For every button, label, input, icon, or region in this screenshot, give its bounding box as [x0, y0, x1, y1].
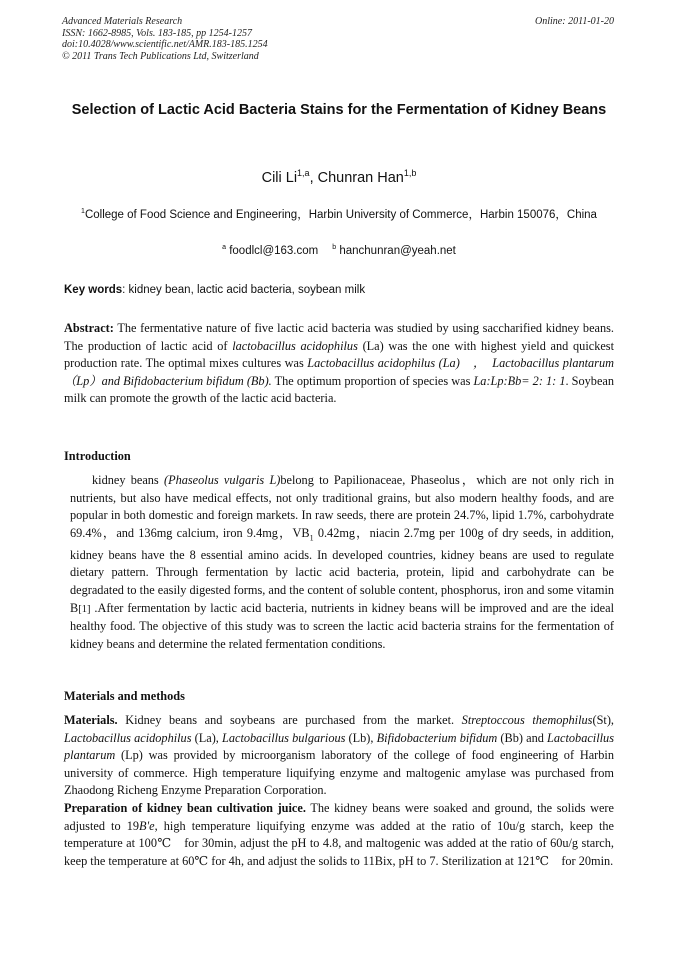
intro-text: 0.42mg，niacin 2.7mg per 100g of dry seeds, in addition, kidney beans have the 8 essential amino acids. In developed countries, kidney beans are used to regulate dietary pattern. Through fermentation by lactic acid bacteria, protein, lipid and carbohydrate can be degradated to the easily digested forms, and the content of soluble content, phosphorus, iron and some vitamin B	[70, 525, 615, 615]
abstract-text: . Soybean milk can promote the growth of the lactic acid bacteria.	[64, 373, 615, 406]
materials-text: Kidney beans and soybeans are purchased from the market.	[117, 713, 462, 727]
preparation-label: Preparation of kidney bean cultivation juice.	[64, 801, 306, 815]
abstract-text: The fermentative nature of five lactic acid bacteria was studied by using saccharified kidney beans. The production of lactic acid of	[64, 321, 614, 353]
preparation-text: The kidney beans were soaked and ground, the solids were adjusted to 19	[64, 801, 614, 833]
preparation-paragraph	[64, 800, 614, 870]
intro-text: belong to Papilionaceae, Phaseolus，which are not only rich in nutrients, but also have medical effects, not only traditional grains, but also modern healthy foods, and are popular in both domestic and foreign markets. In raw seeds, there are protein 24.7%, lipid 1.7%, carbohydrate 69.4%，and 136mg calcium, iron 9.4mg，VB	[70, 473, 614, 540]
online-date: Online: 2011-01-20	[535, 16, 614, 27]
author-line: Cili Li$^{1,a}$, Chunran Han$^{1,b}$	[261, 168, 417, 186]
materials-text: (St),	[592, 713, 614, 727]
author-affil-sup: 1,a	[297, 168, 310, 178]
journal-name: Advanced Materials Research	[62, 16, 183, 27]
author-name: Cili Li	[261, 169, 298, 186]
intro-text: kidney beans	[92, 473, 164, 487]
materials-text: (Bb) and	[497, 730, 548, 745]
intro-species: (Phaseolus vulgaris L)	[163, 473, 281, 487]
species-name: Bifidobacterium bifidum	[376, 730, 498, 745]
abstract	[64, 320, 614, 408]
keywords-text: : kidney bean, lactic acid bacteria, soybean milk	[122, 284, 366, 296]
author-affil-sup: 1,b	[403, 168, 417, 178]
keywords-label: Key words	[64, 284, 123, 296]
affiliation	[60, 202, 618, 225]
email-a: foodlcl@163.com	[229, 244, 319, 257]
introduction-body	[70, 472, 614, 653]
methods-heading: Materials and methods	[64, 689, 185, 703]
citation-ref: [1]	[78, 603, 91, 615]
intro-text: .After fermentation by lactic acid bacteria, nutrients in kidney beans will be improved and are the ideal healthy food. The objective of this study was to screen the lactic acid bacteria strains for the fermentation of kidney beans and determine the related fermentation conditions.	[70, 600, 614, 651]
doi-line: doi:10.4028/www.scientific.net/AMR.183-185.1254	[62, 39, 268, 50]
affiliation-sup: 1	[81, 208, 85, 215]
email-sup: b	[332, 244, 337, 251]
materials-text: (Lb),	[345, 730, 377, 745]
abstract-species: lactobacillus acidophilus	[232, 338, 358, 353]
materials-label: Materials.	[64, 713, 118, 727]
copyright-line: © 2011 Trans Tech Publications Ltd, Switzerland	[62, 50, 259, 62]
preparation-text: , high temperature liquifying enzyme was added at the ratio of 10u/g starch, keep the temperature at 100℃ for 30min, adjust the pH to 4.8, and maltogenic was added at the ratio of 60u/g starch, keep the temperature at 60℃ for 4h, and adjust the solids to 11Bix, pH to 7. Sterilization at 121℃ for 20min.	[64, 818, 614, 868]
intro-subscript: 1	[309, 533, 314, 543]
abstract-text: The optimum proportion of species was	[271, 373, 474, 388]
introduction-heading: Introduction	[64, 449, 131, 463]
abstract-text: (La) was the one with highest yield and quickest production rate. The optimal mixes cultures was	[64, 338, 614, 371]
abstract-species: Lactobacillus acidophilus (La) ， Lactobacillus plantarum（Lp）and Bifidobacterium bifidum (Bb).	[64, 356, 614, 388]
species-name: Lactobacillus acidophilus	[64, 730, 192, 745]
keywords	[64, 284, 614, 296]
email-sup: a	[222, 244, 226, 251]
journal-header	[62, 16, 268, 62]
abstract-label: Abstract:	[64, 321, 114, 335]
affiliation-text: College of Food Science and Engineering，Harbin University of Commerce，Harbin 150076，China	[84, 208, 597, 221]
author-name: Chunran Han	[317, 169, 404, 186]
paper-title: Selection of Lactic Acid Bacteria Stains for the Fermentation of Kidney Beans	[71, 102, 607, 118]
email-line	[0, 244, 678, 257]
abstract-ratio: La:Lp:Bb= 2: 1: 1	[473, 373, 566, 388]
materials-text: (Lp) was provided by microorganism laboratory of the college of food engineering of Harbin university of commerce. High temperature liquifying enzyme and maltogenic amylase was purchased from Zhaodong Richeng Enzyme Preparation Corporation.	[64, 748, 614, 798]
email-b: hanchunran@yeah.net	[339, 244, 456, 257]
materials-paragraph	[64, 712, 614, 800]
species-name: Lactobacillus bulgarious	[222, 730, 346, 745]
materials-text: (La),	[191, 730, 223, 745]
species-name: Lactobacillus plantarum	[64, 730, 614, 763]
issn-line: ISSN: 1662-8985, Vols. 183-185, pp 1254-1257	[62, 27, 252, 39]
species-name: Streptoccous themophilus	[461, 713, 593, 727]
unit-text: B'e	[139, 818, 155, 833]
